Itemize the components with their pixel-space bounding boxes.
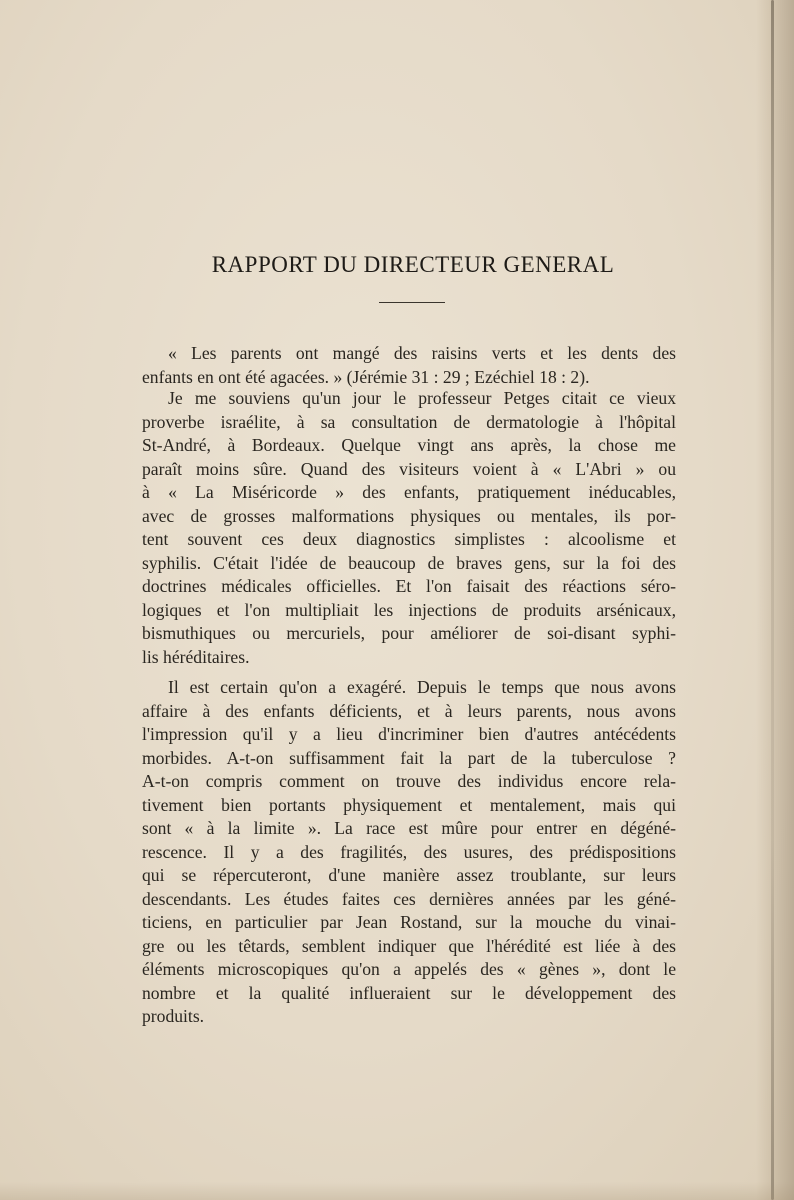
page-title: RAPPORT DU DIRECTEUR GENERAL <box>211 252 615 277</box>
text-line: lis héréditaires. <box>142 646 250 667</box>
text-line: ticiens, en particulier par Jean Rostand, sur la mouche du vinai- <box>142 912 676 932</box>
text-line: proverbe israélite, à sa consultation de dermatologie à l'hôpital <box>142 411 676 432</box>
text-line: St-André, à Bordeaux. Quelque vingt ans après, la chose me <box>142 435 676 455</box>
paragraph-body-2 <box>142 676 676 1029</box>
paragraph-body-1 <box>142 387 676 669</box>
text-line: doctrines médicales officielles. Et l'on faisait des réactions séro- <box>142 576 676 596</box>
page-fold-line <box>771 0 774 1200</box>
text-line: tent souvent ces deux diagnostics simplistes : alcoolisme et <box>142 529 676 549</box>
text-line: enfants en ont été agacées. » (Jérémie 31 : 29 ; Ezéchiel 18 : 2). <box>142 366 590 387</box>
text-line: Il est certain qu'on a exagéré. Depuis le temps que nous avons <box>168 677 676 697</box>
text-line: nombre et la qualité influeraient sur le développement des <box>142 982 676 1003</box>
paragraph-epigraph <box>142 342 676 389</box>
text-line: A-t-on compris comment on trouve des individus encore rela- <box>142 771 676 791</box>
text-line: sont « à la limite ». La race est mûre pour entrer en dégéné- <box>142 818 676 838</box>
text-line: paraît moins sûre. Quand des visiteurs voient à « L'Abri » ou <box>142 458 676 479</box>
text-line: affaire à des enfants déficients, et à leurs parents, nous avons <box>142 700 676 721</box>
text-line: descendants. Les études faites ces dernières années par les géné- <box>142 888 676 909</box>
text-line: gre ou les têtards, semblent indiquer que l'hérédité est liée à des <box>142 935 676 956</box>
text-line: morbides. A-t-on suffisamment fait la part de la tuberculose ? <box>142 747 676 768</box>
text-line: produits. <box>142 1006 205 1026</box>
text-line: Je me souviens qu'un jour le professeur Petges citait ce vieux <box>168 388 676 408</box>
text-line: rescence. Il y a des fragilités, des usures, des prédispositions <box>142 841 676 862</box>
text-line: tivement bien portants physiquement et mentalement, mais qui <box>142 794 676 815</box>
text-line: à « La Miséricorde » des enfants, pratiquement inéducables, <box>142 482 676 502</box>
text-line: éléments microscopiques qu'on a appelés des « gènes », dont le <box>142 959 676 979</box>
title-divider <box>379 302 445 303</box>
text-line: syphilis. C'était l'idée de beaucoup de braves gens, sur la foi des <box>142 552 676 573</box>
page-bottom-shadow <box>0 1182 794 1200</box>
text-line: logiques et l'on multipliait les injections de produits arsénicaux, <box>142 599 676 620</box>
text-line: qui se répercuteront, d'une manière assez troublante, sur leurs <box>142 865 676 885</box>
text-line: « Les parents ont mangé des raisins verts et les dents des <box>168 343 676 363</box>
page-edge-shadow <box>756 0 794 1200</box>
text-line: avec de grosses malformations physiques ou mentales, ils por- <box>142 505 676 526</box>
text-line: l'impression qu'il y a lieu d'incriminer bien d'autres antécédents <box>142 724 676 744</box>
text-line: bismuthiques ou mercuriels, pour améliorer de soi-disant syphi- <box>142 623 676 643</box>
